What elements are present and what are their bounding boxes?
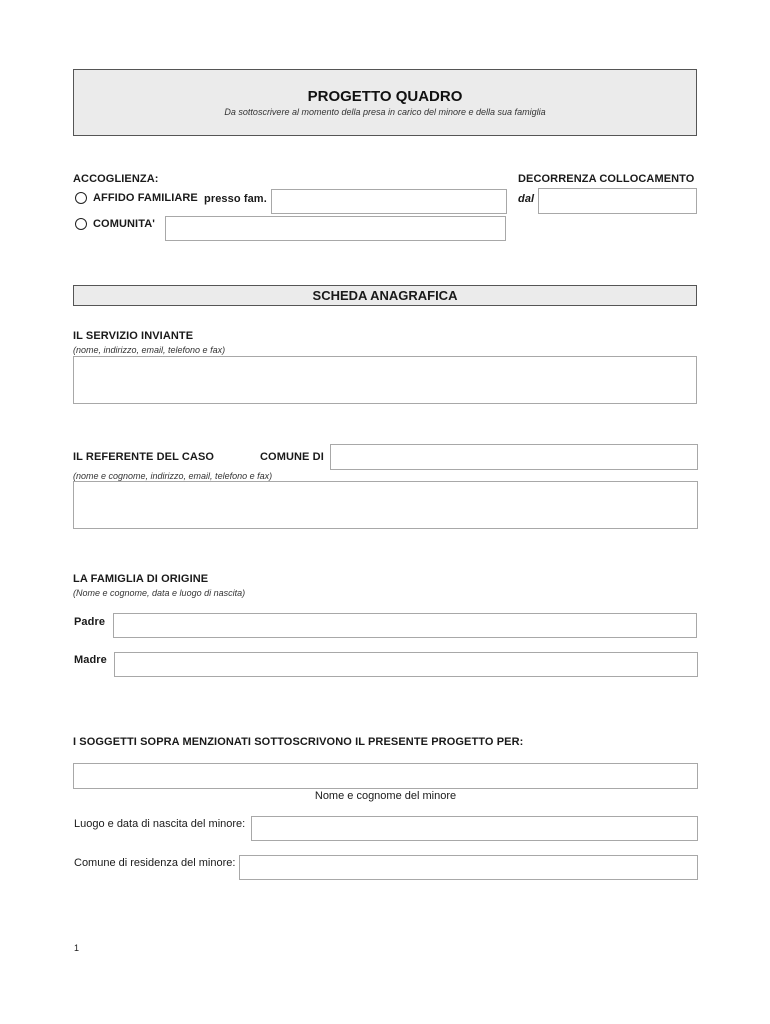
padre-label: Padre <box>74 616 106 628</box>
luogo-data-nascita-label: Luogo e data di nascita del minore: <box>74 818 246 830</box>
decorrenza-label: DECORRENZA COLLOCAMENTO <box>518 173 695 185</box>
madre-field[interactable] <box>114 652 698 677</box>
document-header <box>73 69 697 136</box>
referente-field[interactable] <box>73 481 698 529</box>
servizio-inviante-hint: (nome, indirizzo, email, telefono e fax) <box>73 345 226 355</box>
madre-label: Madre <box>74 654 107 666</box>
referente-label: IL REFERENTE DEL CASO <box>73 451 215 463</box>
famiglia-label: LA FAMIGLIA DI ORIGINE <box>73 573 209 585</box>
comunita-radio[interactable] <box>75 218 87 230</box>
comune-residenza-field[interactable] <box>239 855 698 880</box>
comunita-field[interactable] <box>165 216 506 241</box>
famiglia-hint: (Nome e cognome, data e luogo di nascita) <box>73 588 246 598</box>
comune-residenza-label: Comune di residenza del minore: <box>74 857 236 869</box>
affido-radio[interactable] <box>75 192 87 204</box>
comune-di-field[interactable] <box>330 444 698 470</box>
referente-hint: (nome e cognome, indirizzo, email, telefono e fax) <box>73 471 273 481</box>
comunita-label: COMUNITA' <box>93 218 155 230</box>
dal-label: dal <box>518 193 535 205</box>
nome-minore-caption: Nome e cognome del minore <box>314 790 457 802</box>
decorrenza-date-field[interactable] <box>538 188 697 214</box>
scheda-anagrafica-heading: SCHEDA ANAGRAFICA <box>73 285 697 306</box>
servizio-inviante-label: IL SERVIZIO INVIANTE <box>73 330 194 342</box>
page-number: 1 <box>74 943 80 953</box>
document-title: PROGETTO QUADRO <box>307 88 463 105</box>
padre-field[interactable] <box>113 613 697 638</box>
luogo-data-nascita-field[interactable] <box>251 816 698 841</box>
document-subtitle: Da sottoscrivere al momento della presa in carico del minore e della sua famiglia <box>224 107 546 117</box>
nome-minore-field[interactable] <box>73 763 698 789</box>
presso-fam-label: presso fam. <box>204 193 267 205</box>
presso-fam-field[interactable] <box>271 189 507 214</box>
soggetti-label: I SOGGETTI SOPRA MENZIONATI SOTTOSCRIVONO IL PRESENTE PROGETTO PER: <box>73 736 524 748</box>
comune-di-label: COMUNE DI <box>260 451 324 463</box>
servizio-inviante-field[interactable] <box>73 356 697 404</box>
accoglienza-label: ACCOGLIENZA: <box>73 173 159 185</box>
affido-label: AFFIDO FAMILIARE <box>93 192 198 204</box>
